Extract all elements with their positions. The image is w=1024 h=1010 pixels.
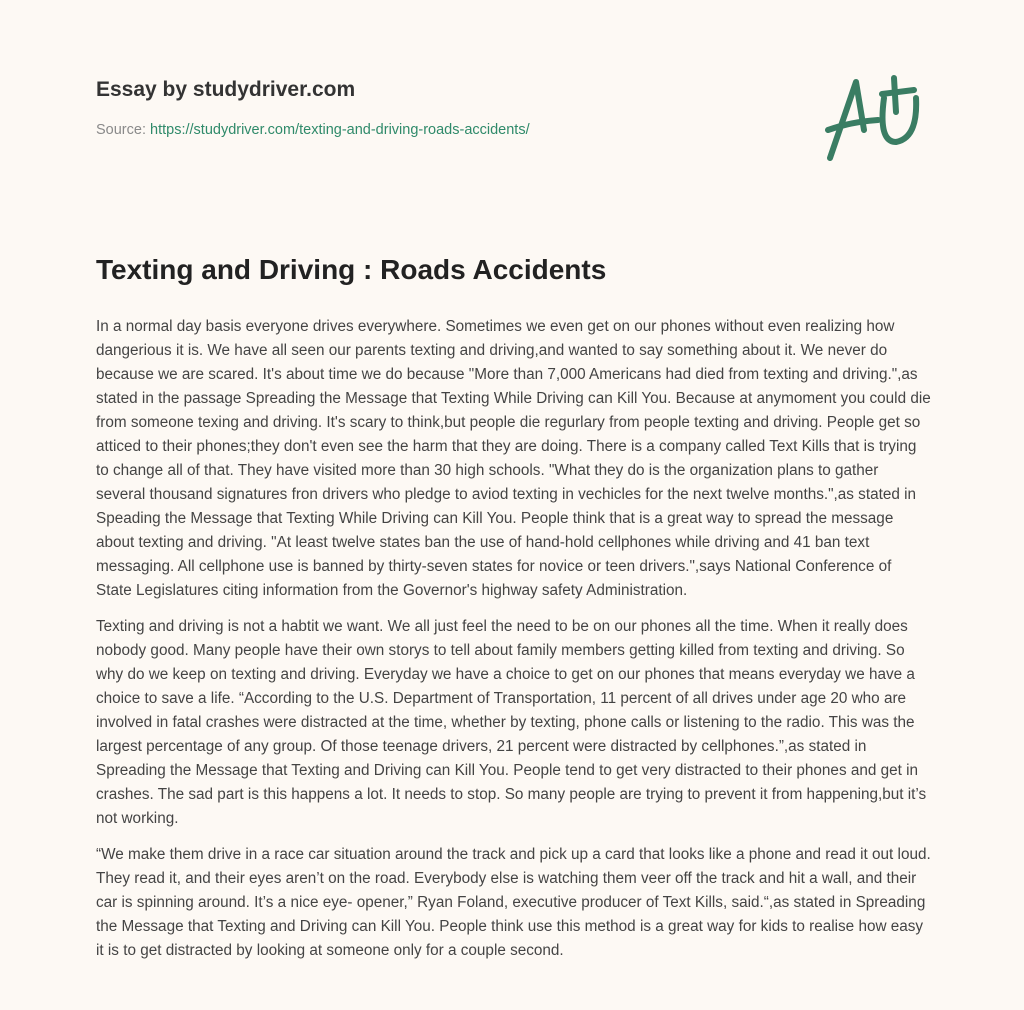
source-link[interactable]: https://studydriver.com/texting-and-driving-roads-accidents/ bbox=[150, 122, 530, 138]
source-line bbox=[96, 122, 530, 138]
paragraph: “We make them drive in a race car situation around the track and pick up a card that looks like a phone and read it out loud. They read it, and their eyes aren’t on the road. Everybody else is watching them veer off the track and hit a wall, and their car is spinning around. It’s a nice eye- opener,” Ryan Foland, executive producer of Text Kills, said.“,as stated in Spreading the Message that Texting and Driving can Kill You. People think use this method is a great way for kids to realise how easy it is to get distracted by looking at someone only for a couple second. bbox=[96, 846, 931, 959]
paragraph: In a normal day basis everyone drives everywhere. Sometimes we even get on our phones without even realizing how dangerious it is. We have all seen our parents texting and driving,and wanted to say something about it. We never do because we are scared. It's about time we do because "More than 7,000 Americans had died from texting and driving.",as stated in the passage Spreading the Message that Texting While Driving can Kill You. Because at anymoment you could die from someone texing and driving. It's scary to think,but people die regurlary from people texting and driving. People get so atticed to their phones;they don't even see the harm that they are doing. There is a company called Text Kills that is trying to change all of that. They have visited more than 30 high schools. "What they do is the organization plans to gather several thousand signatures fron drivers who pledge to aviod texting in vechicles for the next twelve months.",as stated in Speading the Message that Texting While Driving can Kill You. People think that is a great way to spread the message about texting and driving. "At least twelve states ban the use of hand-hold cellphones while driving and 41 ban text messaging. All cellphone use is banned by thirty-seven states for novice or teen drivers.",says National Conference of State Legislatures citing information from the Governor's highway safety Administration. bbox=[96, 318, 931, 599]
source-label: Source: bbox=[96, 122, 146, 138]
article-body bbox=[96, 315, 931, 975]
paragraph: Texting and driving is not a habtit we want. We all just feel the need to be on our phones all the time. When it really does nobody good. Many people have their own storys to tell about family members getting killed from texting and driving. So why do we keep on texting and driving. Everyday we have a choice to get on our phones that means everyday we have a choice to save a life. “According to the U.S. Department of Transportation, 11 percent of all drives under age 20 who are involved in fatal crashes were distracted at the time, whether by texting, phone calls or listening to the radio. This was the largest percentage of any group. Of those teenage drivers, 21 percent were distracted by cellphones.”,as stated in Spreading the Message that Texting and Driving can Kill You. People tend to get very distracted to their phones and get in crashes. The sad part is this happens a lot. It needs to stop. So many people are trying to prevent it from happening,but it’s not working. bbox=[96, 618, 927, 827]
essay-header bbox=[96, 78, 530, 138]
article-title: Texting and Driving : Roads Accidents bbox=[96, 254, 607, 285]
a-plus-logo-icon bbox=[820, 70, 930, 165]
brand-title: Essay by studydriver.com bbox=[96, 78, 356, 101]
